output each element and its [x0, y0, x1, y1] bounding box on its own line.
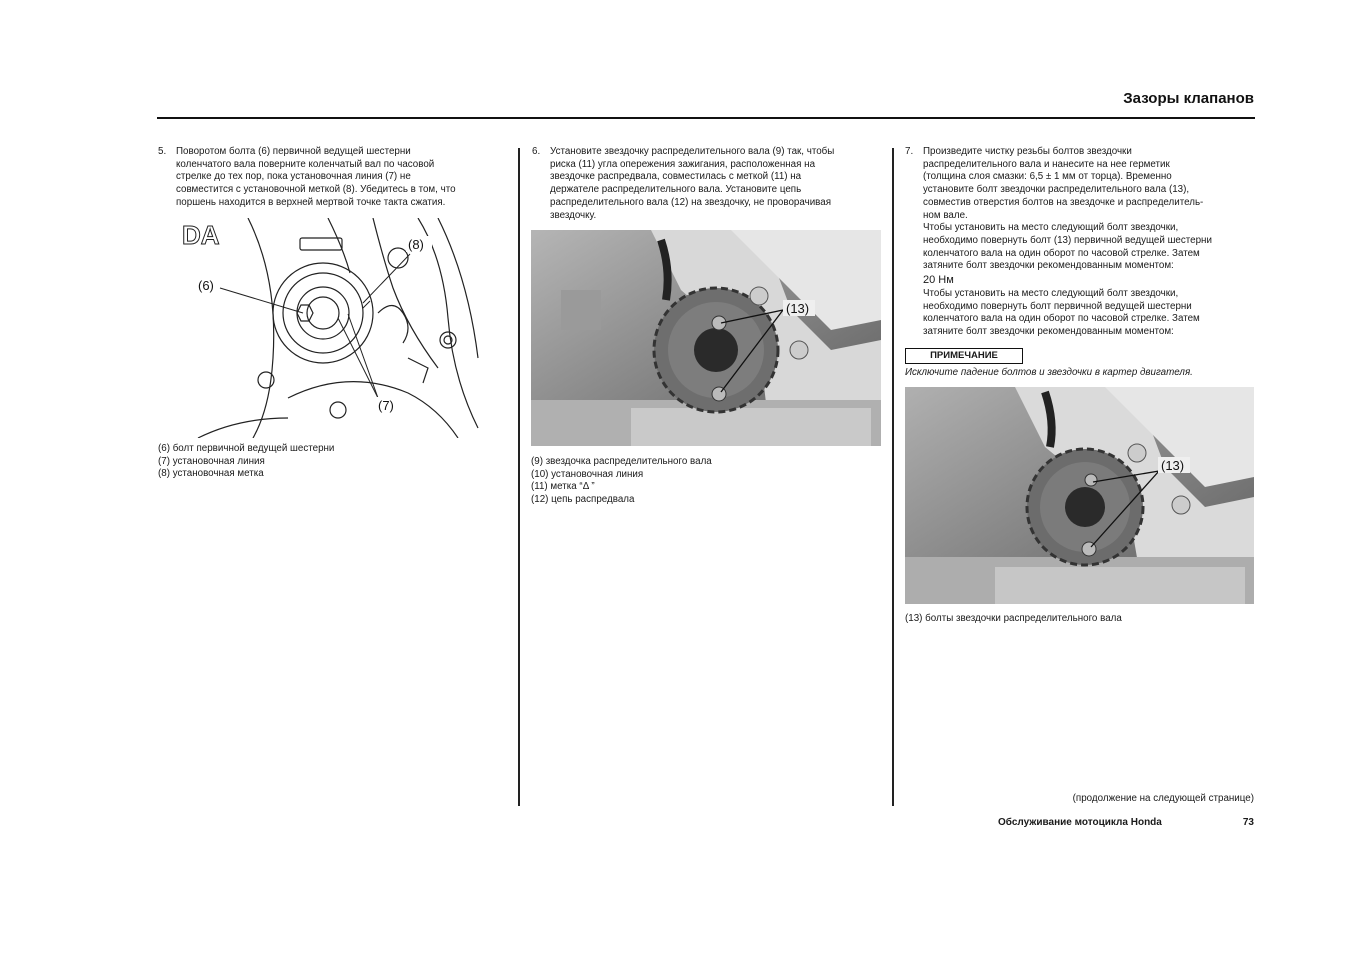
- caption: (10) установочная линия: [531, 468, 644, 480]
- step-7-line: затяните болт звездочки рекомендованным моментом:: [923, 326, 1174, 338]
- step-5-line: стрелке до тех пор, пока установочная линия (7) не: [176, 171, 411, 183]
- step-7-line: Произведите чистку резьбы болтов звездочки: [923, 146, 1132, 157]
- step-5-number: 5.: [158, 146, 167, 157]
- column-divider-2: [892, 148, 894, 806]
- step-5-line: Поворотом болта (6) первичной ведущей шестерни: [176, 146, 411, 157]
- step-6-line: звездочке распредвала, совместилась с меткой (11) на: [550, 171, 802, 183]
- step-7-line: Чтобы установить на место следующий болт звездочки,: [923, 288, 1179, 300]
- step-7-number: 7.: [905, 146, 914, 157]
- caption: (12) цепь распредвала: [531, 493, 635, 505]
- col1-captions: [158, 443, 334, 481]
- continued-note: (продолжение на следующей странице): [1072, 793, 1254, 804]
- note-text: Исключите падение болтов и звездочки в картер двигателя.: [905, 367, 1193, 378]
- step-7-line: ном вале.: [923, 209, 968, 221]
- step-7-line: затяните болт звездочки рекомендованным моментом:: [923, 260, 1174, 272]
- step-6-line: распределительного вала (12) на звездочку, не проворачивая: [550, 196, 832, 208]
- label-7: (7): [378, 398, 394, 413]
- column-divider-1: [518, 148, 520, 806]
- step-5: [158, 146, 503, 210]
- step-5-line: поршень находится в верхней мертвой точке такта сжатия.: [176, 196, 446, 208]
- step-7-line: (толщина слоя смазки: 6,5 ± 1 мм от торца). Временно: [923, 171, 1172, 183]
- photo-2-label-13: (13): [1161, 458, 1185, 473]
- step-7-line: необходимо повернуть болт (13) первичной ведущей шестерни: [923, 234, 1212, 246]
- crankcase-drawing: [178, 218, 488, 438]
- step-6-line: держателе распределительного вала. Установите цепь: [550, 184, 802, 196]
- caption: (7) установочная линия: [158, 455, 265, 467]
- step-6-line: звездочку.: [550, 209, 597, 221]
- step-6-number: 6.: [532, 146, 541, 157]
- caption: (11) метка “Δ ”: [531, 481, 595, 492]
- page-number: 73: [1242, 817, 1254, 828]
- step-5-line: совместится с установочной меткой (8). Убедитесь в том, что: [176, 184, 456, 196]
- label-8: (8): [408, 237, 424, 252]
- step-7: [905, 146, 1255, 339]
- caption: (6) болт первичной ведущей шестерни: [158, 443, 335, 454]
- sprocket-photo-1: [531, 230, 881, 446]
- book-title: Обслуживание мотоцикла Honda: [998, 817, 1162, 828]
- caption: (13) болты звездочки распределительного вала: [905, 613, 1122, 624]
- sprocket-photo-2: [905, 387, 1254, 604]
- step-6-line: риска (11) угла опережения зажигания, расположенная на: [550, 158, 816, 170]
- note-title: ПРИМЕЧАНИЕ: [905, 348, 1023, 364]
- col3-captions: [905, 613, 1122, 626]
- caption: (8) установочная метка: [158, 468, 264, 479]
- step-6-line: Установите звездочку распределительного вала (9) так, чтобы: [550, 146, 835, 157]
- torque-value: 20 Нм: [923, 274, 954, 287]
- step-7-line: необходимо повернуть болт первичной ведущей шестерни: [923, 300, 1192, 312]
- logo-text: DA: [182, 220, 220, 250]
- photo-1-label-13: (13): [786, 301, 810, 316]
- step-7-line: установите болт звездочки распределительного вала (13),: [923, 184, 1190, 196]
- step-7-line: распределительного вала и нанесите на нее герметик: [923, 158, 1170, 170]
- step-7-line: коленчатого вала на один оборот по часовой стрелке. Затем: [923, 313, 1200, 325]
- step-7-line: коленчатого вала на один оборот по часовой стрелке. Затем: [923, 247, 1200, 259]
- step-5-line: коленчатого вала поверните коленчатый вал по часовой: [176, 158, 435, 170]
- header-rule: [157, 117, 1255, 119]
- step-6: [532, 146, 882, 222]
- step-7-line: Чтобы установить на место следующий болт звездочки,: [923, 222, 1179, 234]
- label-6: (6): [198, 278, 214, 293]
- col2-captions: [531, 456, 712, 506]
- caption: (9) звездочка распределительного вала: [531, 456, 712, 467]
- step-7-line: совместив отверстия болтов на звездочке и распределитель-: [923, 196, 1204, 208]
- page-title: Зазоры клапанов: [1123, 90, 1254, 107]
